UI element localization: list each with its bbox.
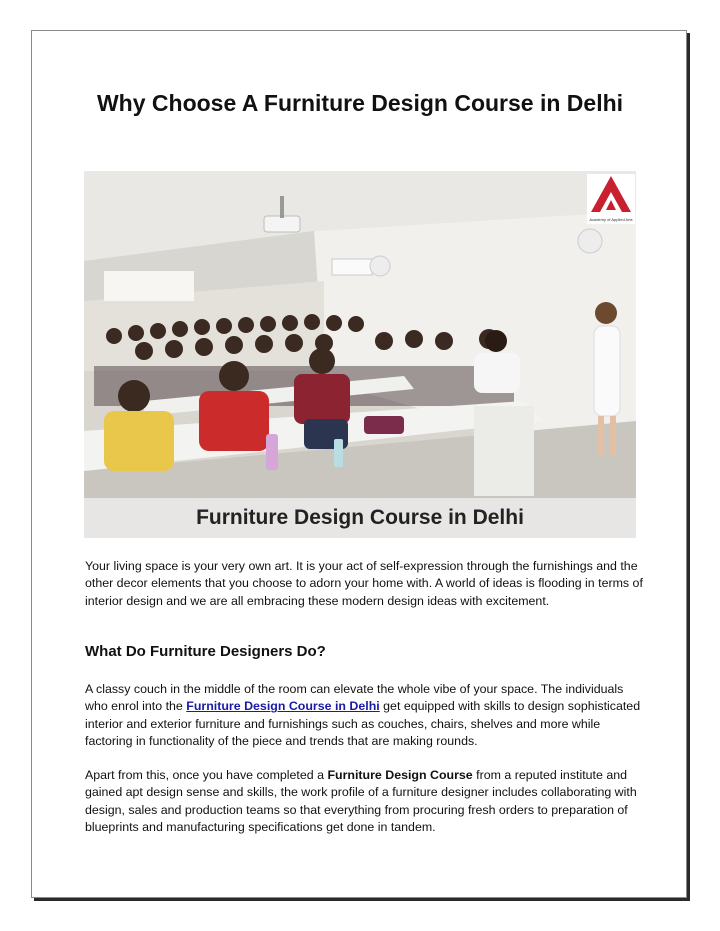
paragraph-designers: [85, 681, 645, 751]
intro-paragraph: Your living space is your very own art. It is your act of self-expression through the furnishings and the other decor elements that you choose to adorn your home with. A world of ideas is flooding in terms of interior design and we are all embracing these modern design ideas with excitement.: [85, 559, 643, 608]
academy-logo-text: Academy of Applied Arts: [589, 217, 633, 222]
academy-logo-icon: [587, 174, 635, 214]
paragraph-work-profile-text-2: from a reputed institute and gained apt design sense and skills, the work profile of a furniture designer includes collaborating with design, sales and production teams so that everything from procuring fresh orders to preparation of blueprints and manufacturing specifications get done in tandem.: [85, 768, 637, 835]
document-title: Why Choose A Furniture Design Course in Delhi: [96, 90, 624, 116]
hero-caption: Furniture Design Course in Delhi: [84, 498, 636, 538]
furniture-course-emphasis: Furniture Design Course: [327, 768, 473, 782]
hero-image: [84, 171, 636, 538]
section-heading: What Do Furniture Designers Do?: [85, 643, 326, 660]
document-page: [31, 30, 687, 898]
paragraph-designers-text-2: get equipped with skills to design sophisticated interior and exterior furniture and furnishings such as couches, chairs, shelves and more while factoring in functionality of the piece and trends that are making rounds.: [85, 699, 641, 749]
paragraph-designers-text-1: A classy couch in the middle of the room can elevate the whole vibe of your space. The individuals who enrol into the: [85, 682, 624, 714]
academy-logo: [587, 174, 635, 224]
paragraph-work-profile: [85, 767, 645, 837]
furniture-course-link[interactable]: Furniture Design Course in Delhi: [186, 699, 380, 714]
classroom-illustration: [84, 171, 636, 538]
paragraph-work-profile-text-1: Apart from this, once you have completed a: [85, 768, 328, 782]
